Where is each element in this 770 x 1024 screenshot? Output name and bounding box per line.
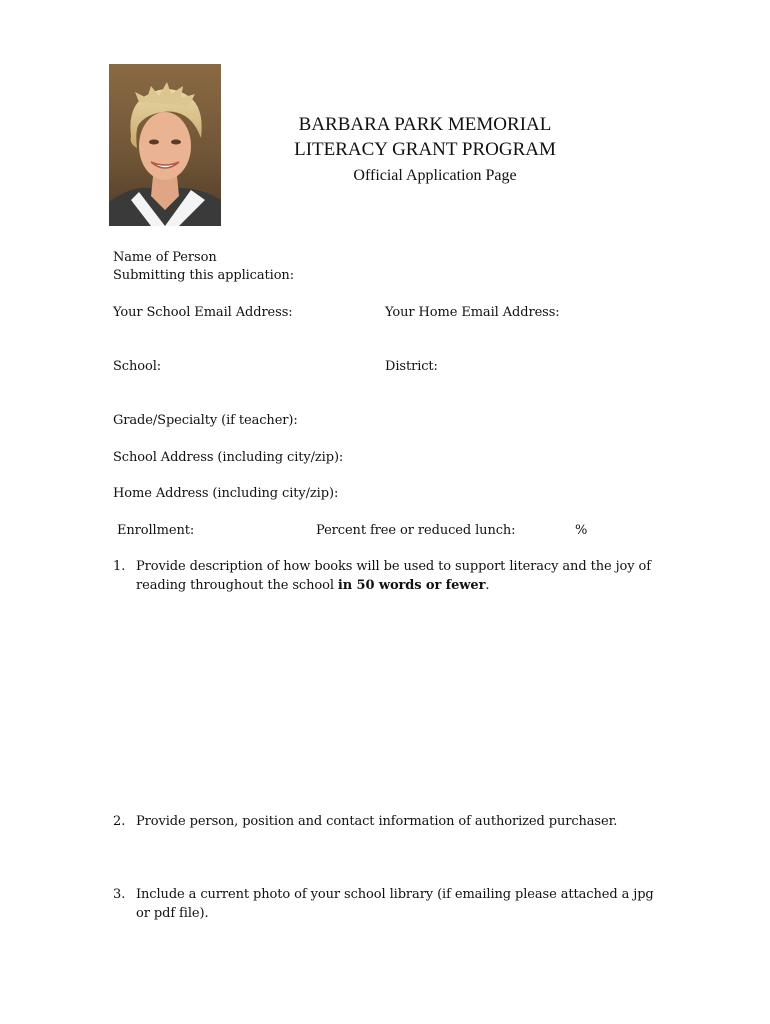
school-address-label: School Address (including city/zip): [113,450,344,465]
grade-specialty-label: Grade/Specialty (if teacher): [113,413,298,428]
question-1-number: 1. [113,559,126,574]
school-label: School: [113,359,162,374]
title-line-1: BARBARA PARK MEMORIAL [298,114,552,135]
enrollment-label: Enrollment: [117,523,195,538]
question-2-text: Provide person, position and contact information of authorized purchaser. [136,814,618,829]
question-1-text [136,558,656,595]
question-1-text-bold: in 50 words or fewer [337,577,486,593]
home-address-label: Home Address (including city/zip): [113,486,339,501]
portrait-photo [109,64,221,226]
question-1-text-end: . [485,577,490,593]
question-3-number: 3. [113,887,126,902]
percent-free-lunch-label: Percent free or reduced lunch: [316,523,516,538]
subtitle: Official Application Page [353,167,517,184]
school-email-label: Your School Email Address: [113,305,293,320]
home-email-label: Your Home Email Address: [385,305,560,320]
title-line-2: LITERACY GRANT PROGRAM [294,139,556,160]
question-1-text-main: Provide description of how books will be used to support literacy and the joy of reading throughout the school [136,559,651,593]
name-label-line-2: Submitting this application: [113,268,294,283]
district-label: District: [385,359,438,374]
name-label-line-1: Name of Person [113,250,217,265]
question-3-text: Include a current photo of your school library (if emailing please attached a jpg or pdf file). [136,887,654,921]
question-2-number: 2. [113,814,126,829]
percent-sign: % [575,523,588,538]
